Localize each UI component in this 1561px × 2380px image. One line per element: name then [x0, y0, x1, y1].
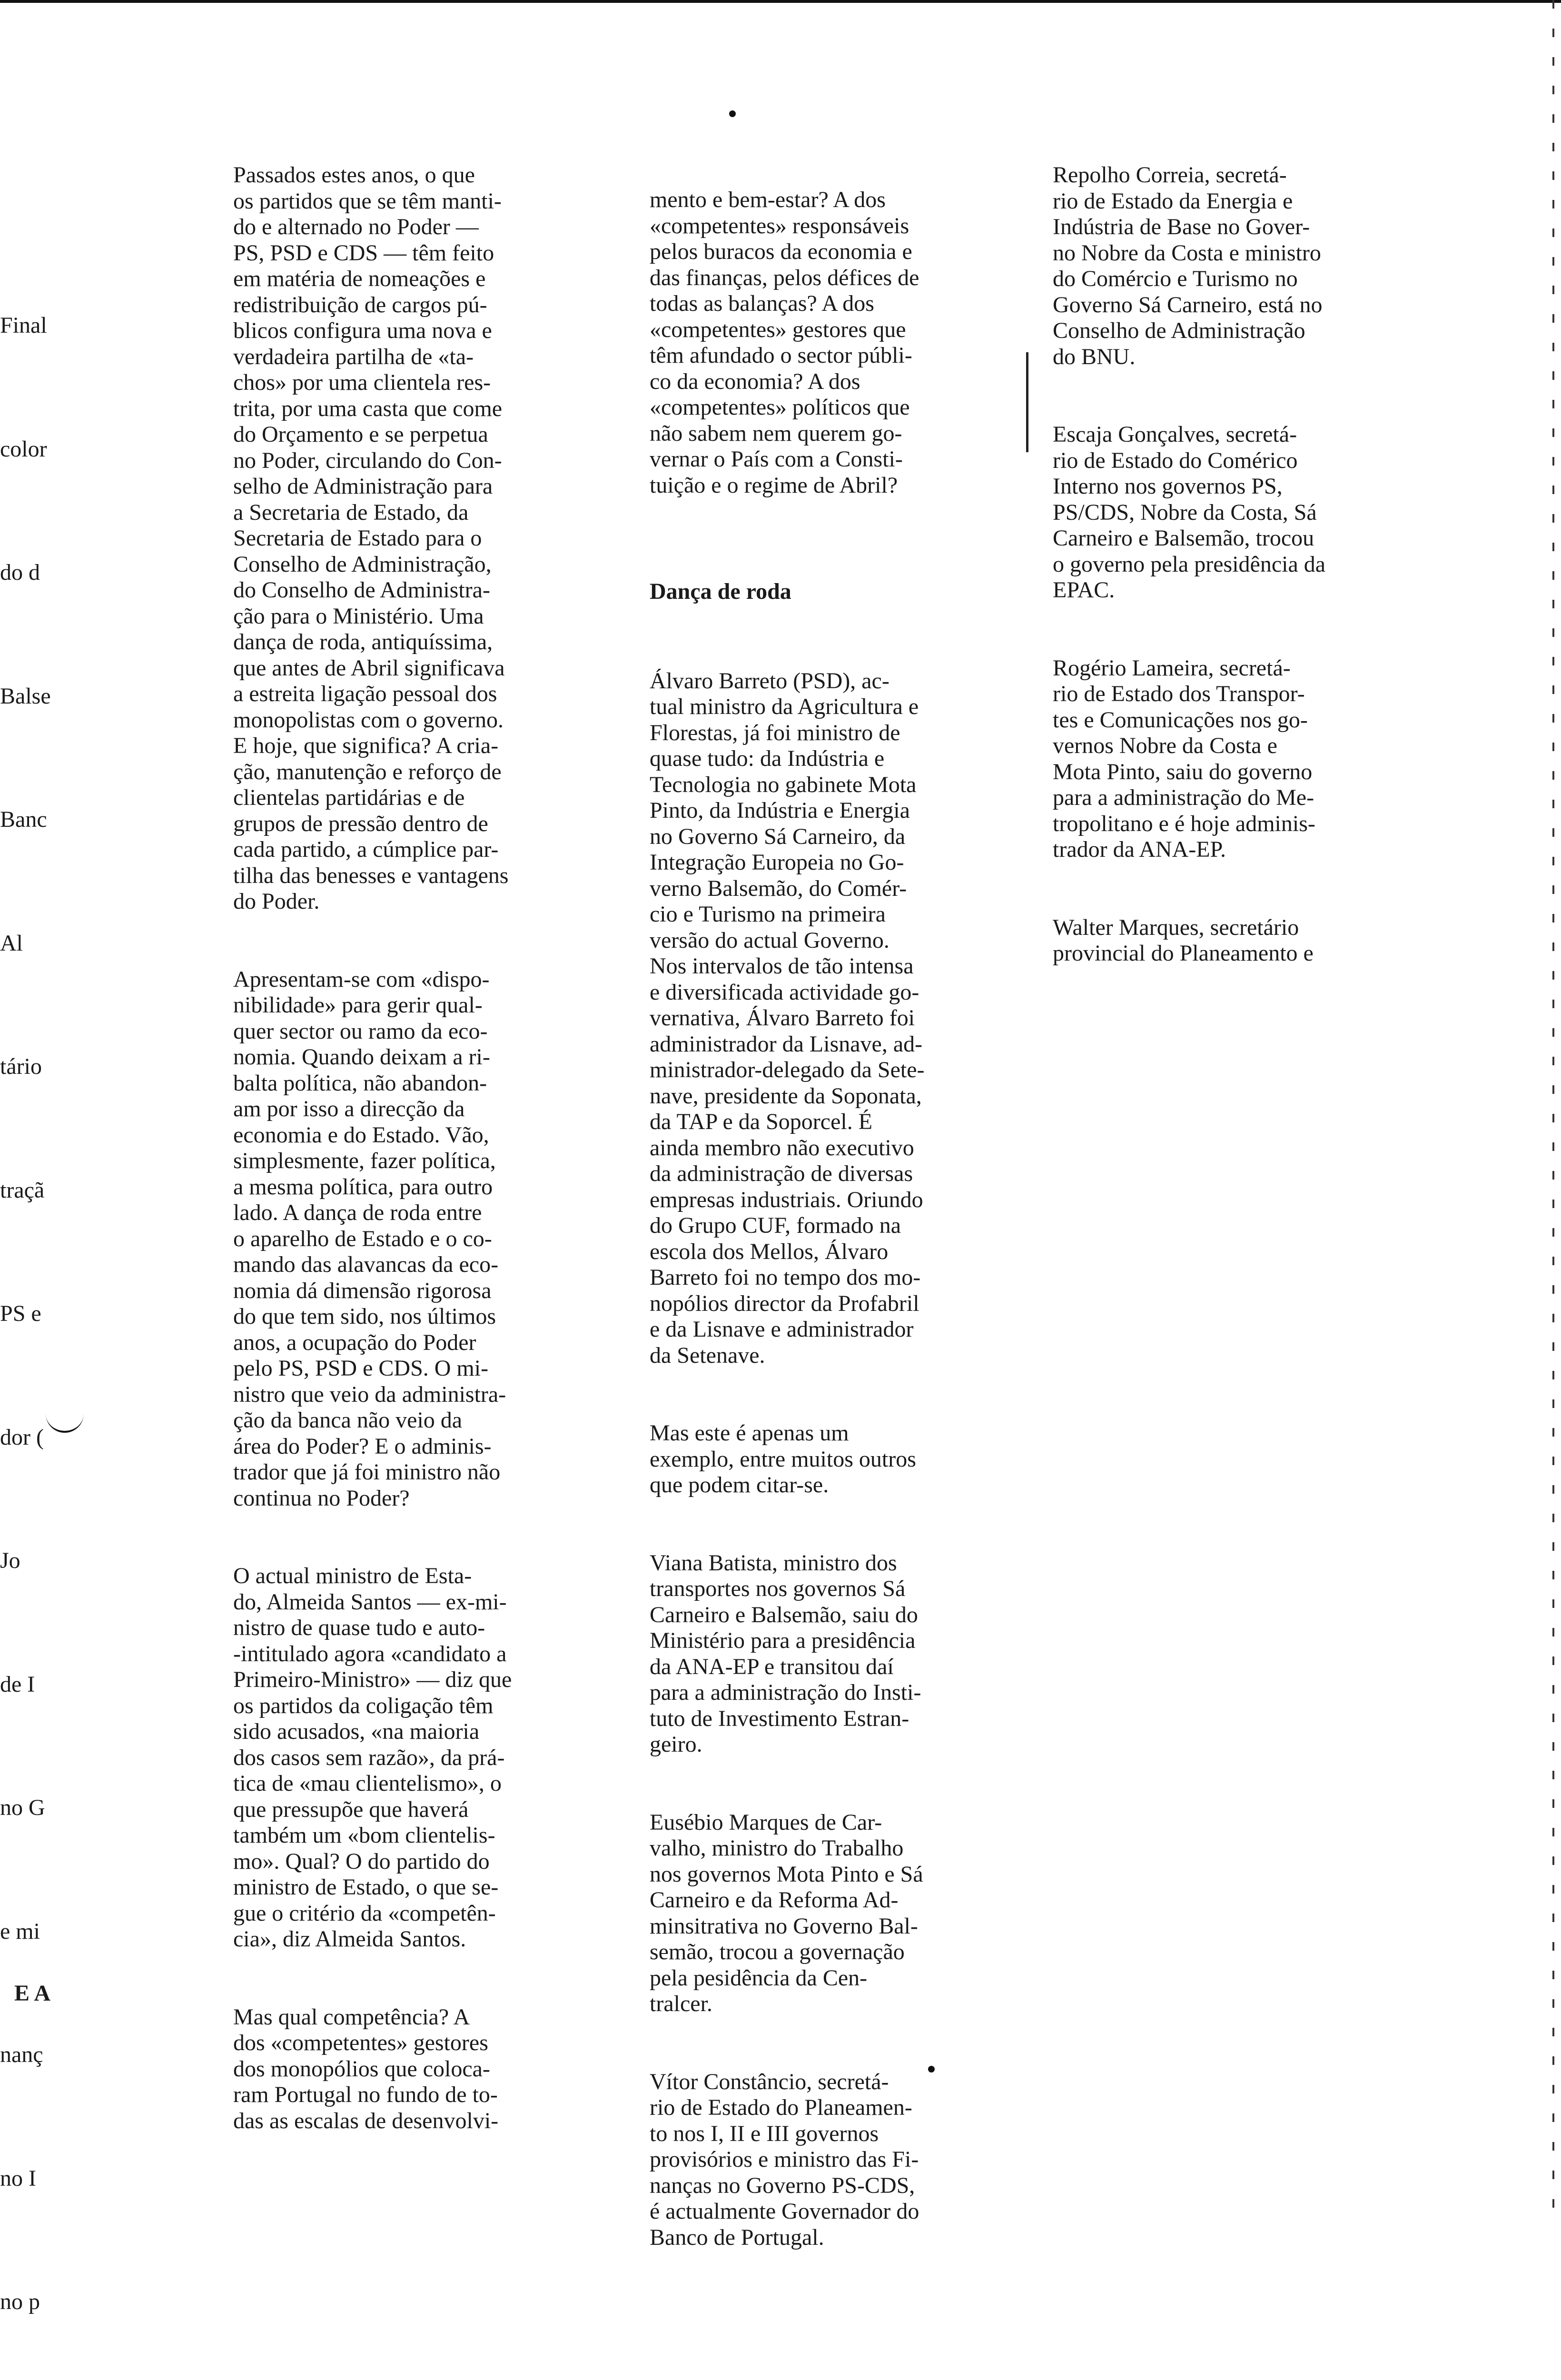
page-top-rule — [0, 0, 1561, 3]
paragraph: Rogério Lameira, secretá- rio de Estado dos Transpor- tes e Comunicações nos go- vernos Nobre da Costa e Mota Pinto, saiu do governo para a administração do Me- tropolitano e é hoje adminis- trador da ANA-EP. — [1053, 655, 1315, 862]
scan-speck — [928, 2066, 935, 2073]
fragment-line: no G — [0, 1795, 45, 1820]
paragraph: Apresentam-se com «dispo- nibilidade» para gerir qual- quer sector ou ramo da eco- nomia. Quando deixam a ri- balta política, não abandon- am por isso a direcção da economia e do Estado. Vão, simplesmente, fazer política, a mesma política, para outro lado. A dança de roda entre o aparelho de Estado e o co- mando das alavancas da eco- nomia dá dimensão rigorosa do que tem sido, nos últimos anos, a ocupação do Poder pelo PS, PSD e CDS. O mi- nistro que veio da administra- ção da banca não veio da área do Poder? E o adminis- trador que já foi ministro não continua no Poder? — [233, 966, 506, 1511]
fragment-line: traçã — [0, 1177, 45, 1203]
fragment-line: PS e — [0, 1301, 41, 1326]
fragment-line: tário — [0, 1054, 42, 1079]
paragraph: Vítor Constâncio, secretá- rio de Estado do Planeamen- to nos I, II e III governos provisórios e ministro das Fi- nanças no Governo PS-CDS, é actualmente Governador do Banco de Portugal. — [650, 2069, 919, 2250]
article-column-2 — [650, 135, 1026, 2277]
paragraph: Mas qual competência? A dos «competentes» gestores dos monopólios que coloca- ram Portugal no fundo de to- das as escalas de desenvolvi- — [233, 2004, 499, 2133]
scan-speck — [729, 110, 736, 117]
paragraph: Passados estes anos, o que os partidos que se têm manti- do e alternado no Poder — PS, PSD e CDS — têm feito em matéria de nomeações e redistribuição de cargos pú- blicos configura uma nova e verdadeira partilha de «ta- chos» por uma clientela res- trita, por uma casta que come do Orçamento e se perpetua no Poder, circulando do Con- selho de Administração para a Secretaria de Estado, da Secretaria de Estado para o Conselho de Administração, do Conselho de Administra- ção para o Ministério. Uma dança de roda, antiquíssima, que antes de Abril significava a estreita ligação pessoal dos monopolistas com o governo. E hoje, que significa? A cria- ção, manutenção e reforço de clientelas partidárias e de grupos de pressão dentro de cada partido, a cúmplice par- tilha das benesses e vantagens do Poder. — [233, 162, 509, 914]
fragment-line: Al — [0, 930, 23, 956]
paragraph: Álvaro Barreto (PSD), ac- tual ministro da Agricultura e Florestas, já foi ministro de quase tudo: da Indústria e Tecnologia no gabinete Mota Pinto, da Indústria e Energia no Governo Sá Carneiro, da Integração Europeia no Go- verno Balsemão, do Comér- cio e Turismo na primeira versão do actual Governo. Nos intervalos de tão intensa e diversificada actividade go- vernativa, Álvaro Barreto foi administrador da Lisnave, ad- ministrador-delegado da Sete- nave, presidente da Soponata, da TAP e da Soporcel. É ainda membro não executivo da administração de diversas empresas industriais. Oriundo do Grupo CUF, formado na escola dos Mellos, Álvaro Barreto foi no tempo dos mo- nopólios director da Profabril e da Lisnave e administrador da Setenave. — [650, 668, 925, 1368]
fragment-line: do d — [0, 560, 40, 585]
fragment-line: Jo — [0, 1548, 20, 1573]
paragraph: mento e bem-estar? A dos «competentes» responsáveis pelos buracos da economia e das finanças, pelos défices de todas as balanças? A dos «competentes» gestores que têm afundado o sector públi- co da economia? A dos «competentes» políticos que não sabem nem querem go- vernar o País com a Consti- tuição e o regime de Abril? — [650, 187, 919, 498]
left-page-fragment — [0, 238, 57, 2380]
paragraph: Repolho Correia, secretá- rio de Estado da Energia e Indústria de Base no Gover- no Nobre da Costa e ministro do Comércio e Turismo no Governo Sá Carneiro, está no Conselho de Administração do BNU. — [1053, 162, 1323, 369]
article-column-1 — [233, 110, 609, 2160]
fragment-line: nanç — [0, 2042, 43, 2067]
fragment-line: de I — [0, 1671, 35, 1697]
fragment-line: no p — [0, 2289, 40, 2314]
column-mark — [1026, 352, 1028, 452]
section-heading: Dança de roda — [650, 579, 791, 604]
fragment-line: Final — [0, 313, 47, 338]
paragraph: Eusébio Marques de Car- valho, ministro do Trabalho nos governos Mota Pinto e Sá Carneiro e da Reforma Ad- minsitrativa no Governo Bal- semão, trocou a governação pela pesidência da Cen- tralcer. — [650, 1809, 923, 2016]
paragraph: Walter Marques, secretário provincial do Planeamento e — [1053, 914, 1314, 966]
fragment-line: Balse — [0, 683, 51, 709]
fragment-line: color — [0, 436, 47, 462]
article-column-3 — [1053, 110, 1429, 992]
fragment-line: no I — [0, 2165, 36, 2191]
paragraph: O actual ministro de Esta- do, Almeida Santos — ex-mi- nistro de quase tudo e auto- -intitulado agora «candidato a Primeiro-Ministro» — diz que os partidos da coligação têm sido acusados, «na maioria dos casos sem razão», da prá- tica de «mau clientelismo», o que pressupõe que haverá também um «bom clientelis- mo». Qual? O do partido do ministro de Estado, o que se- gue o critério da «competên- cia», diz Almeida Santos. — [233, 1563, 512, 1952]
margin-mark: E A — [14, 1981, 51, 2006]
paragraph: Viana Batista, ministro dos transportes nos governos Sá Carneiro e Balsemão, saiu do Ministério para a presidência da ANA-EP e transitou daí para a administração do Insti- tuto de Investimento Estran- geiro. — [650, 1550, 921, 1757]
paragraph: Escaja Gonçalves, secretá- rio de Estado do Comérico Interno nos governos PS, PS/CDS, Nobre da Costa, Sá Carneiro e Balsemão, trocou o governo pela presidência da EPAC. — [1053, 422, 1326, 603]
paragraph: Mas este é apenas um exemplo, entre muitos outros que podem citar-se. — [650, 1420, 916, 1497]
fragment-line: e mi — [0, 1918, 40, 1944]
scan-edge-marks — [1552, 0, 1554, 2224]
fragment-line: Banc — [0, 807, 47, 832]
fragment-line: dor ( — [0, 1424, 44, 1450]
